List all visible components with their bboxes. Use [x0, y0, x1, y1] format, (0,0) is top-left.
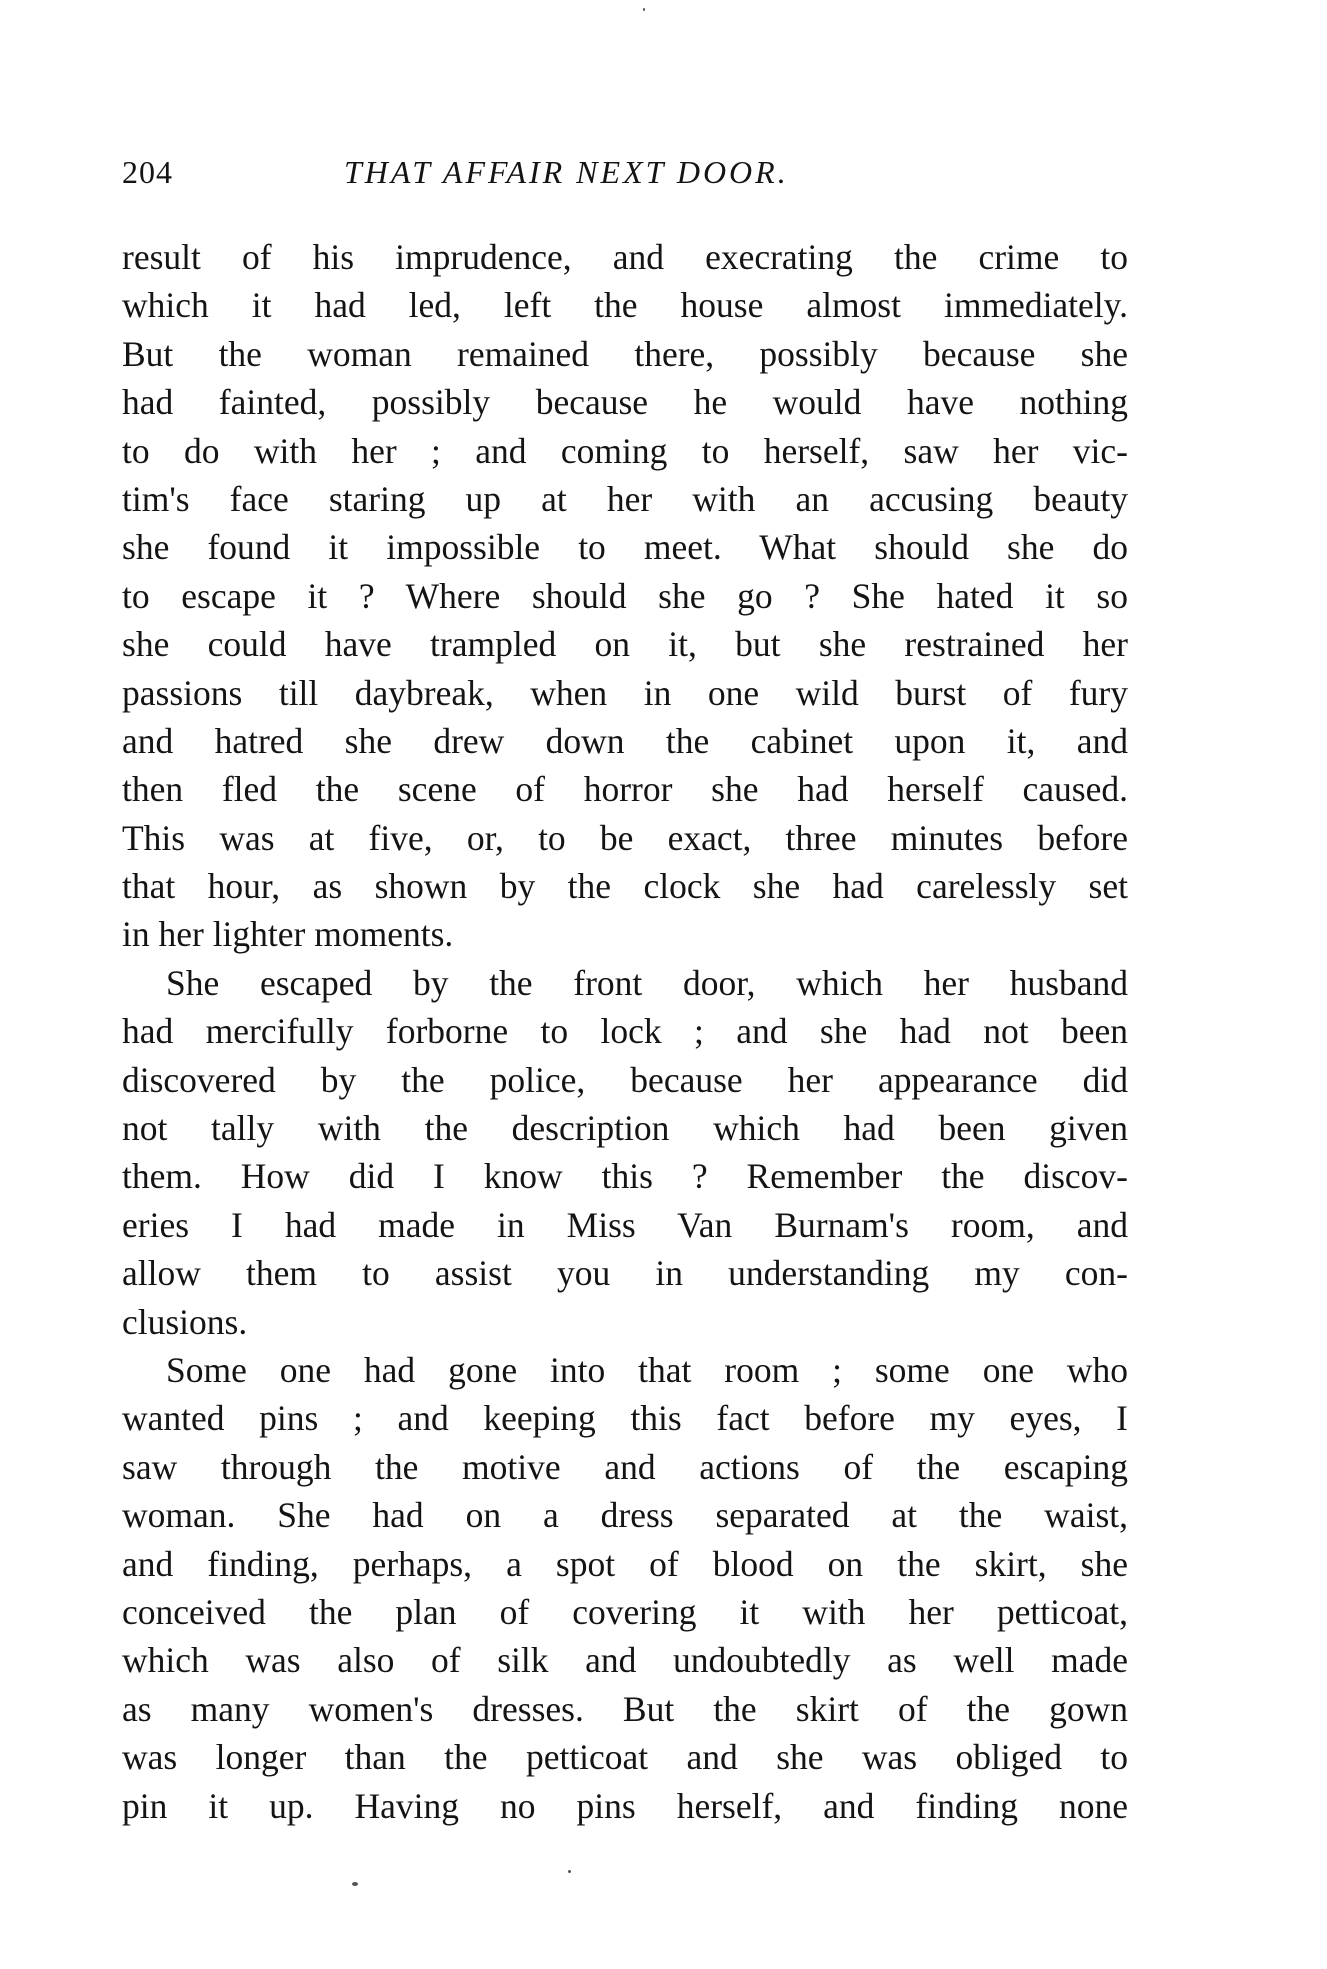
body-text	[122, 233, 1128, 1830]
text-line: not tally with the description which had been given	[122, 1108, 1128, 1149]
text-line: to escape it ? Where should she go ? She hated it so	[122, 575, 1128, 616]
page-number: 204	[122, 154, 173, 190]
text-line: But the woman remained there, possibly because she	[122, 333, 1128, 374]
text-line: eries I had made in Miss Van Burnam's room, and	[122, 1204, 1128, 1245]
text-line: pin it up. Having no pins herself, and finding none	[122, 1785, 1128, 1826]
text-line: Some one had gone into that room ; some one who	[166, 1349, 1128, 1390]
running-head	[122, 150, 1128, 194]
text-line: She escaped by the front door, which her husband	[166, 962, 1128, 1003]
text-line: them. How did I know this ? Remember the discov-	[122, 1156, 1128, 1197]
text-line: that hour, as shown by the clock she had carelessly set	[122, 866, 1128, 907]
text-line: which it had led, left the house almost immediately.	[122, 285, 1128, 326]
text-line: allow them to assist you in understanding my con-	[122, 1253, 1128, 1294]
text-line: discovered by the police, because her appearance did	[122, 1059, 1128, 1100]
text-line: wanted pins ; and keeping this fact before my eyes, I	[122, 1398, 1128, 1439]
text-line: tim's face staring up at her with an accusing beauty	[122, 478, 1128, 519]
text-line: which was also of silk and undoubtedly as well made	[122, 1640, 1128, 1681]
text-line: This was at five, or, to be exact, three minutes before	[122, 817, 1128, 858]
text-line: result of his imprudence, and execrating the crime to	[122, 237, 1128, 277]
text-line: saw through the motive and actions of the escaping	[122, 1446, 1128, 1487]
text-line: clusions.	[122, 1301, 248, 1342]
text-line: conceived the plan of covering it with her petticoat,	[122, 1591, 1128, 1632]
text-line: woman. She had on a dress separated at the waist,	[122, 1495, 1128, 1536]
text-line: she could have trampled on it, but she restrained her	[122, 624, 1128, 665]
text-line: then fled the scene of horror she had herself caused.	[122, 769, 1128, 810]
text-line: had mercifully forborne to lock ; and she had not been	[122, 1011, 1128, 1052]
text-line: as many women's dresses. But the skirt of the gown	[122, 1688, 1128, 1729]
text-line: in her lighter moments.	[122, 914, 454, 955]
text-line: to do with her ; and coming to herself, saw her vic-	[122, 430, 1128, 471]
print-speck	[352, 1882, 358, 1886]
text-line: was longer than the petticoat and she was obliged to	[122, 1737, 1128, 1778]
text-line: passions till daybreak, when in one wild burst of fury	[122, 672, 1128, 713]
paragraph	[122, 959, 1128, 1346]
running-title: THAT AFFAIR NEXT DOOR.	[344, 154, 789, 190]
paragraph	[122, 1346, 1128, 1830]
print-speck	[643, 8, 645, 11]
paragraph	[122, 233, 1128, 959]
text-line: she found it impossible to meet. What should she do	[122, 527, 1128, 568]
print-speck	[568, 1870, 571, 1873]
text-line: and hatred she drew down the cabinet upon it, and	[122, 720, 1128, 761]
text-line: had fainted, possibly because he would have nothing	[122, 382, 1128, 423]
text-line: and finding, perhaps, a spot of blood on the skirt, she	[122, 1543, 1128, 1584]
